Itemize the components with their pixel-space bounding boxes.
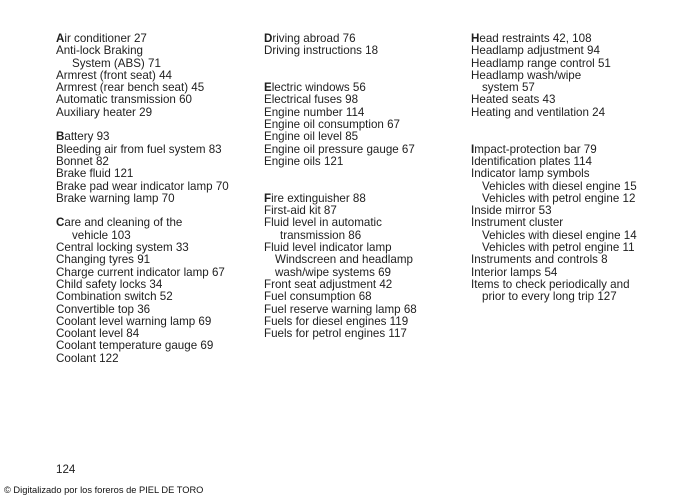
- index-entry: [264, 328, 464, 340]
- index-entry-text: Instrument cluster: [471, 216, 564, 230]
- index-entry-text: Combination switch 52: [56, 290, 173, 304]
- index-section-letter: E: [264, 81, 272, 95]
- index-entry-text: Charge current indicator lamp 67: [56, 265, 225, 279]
- index-entry-text: Engine oil level 85: [264, 130, 359, 144]
- index-section-letter: D: [264, 32, 273, 45]
- index-entry-text: Fuel consumption 68: [264, 290, 372, 304]
- index-entry-text: Convertible top 36: [56, 302, 151, 316]
- index-entry: [56, 107, 256, 119]
- copyright-notice: © Digitalizado por los foreros de PIEL DE TORO: [4, 485, 204, 495]
- index-entry-text: Vehicles with petrol engine 11: [482, 241, 635, 255]
- index-entry-text: Engine oil consumption 67: [264, 118, 400, 132]
- index-entry-text: Coolant 122: [56, 351, 119, 365]
- index-entry-text: transmission 86: [280, 228, 362, 242]
- index-entry: [264, 45, 464, 57]
- index-entry-text: Indicator lamp symbols: [471, 167, 590, 181]
- index-section-letter: F: [264, 191, 272, 205]
- index-entry-text: Vehicles with diesel engine 15: [482, 179, 637, 193]
- index-entry-text: system 57: [482, 81, 535, 95]
- index-entry-text: mpact-protection bar 79: [474, 142, 597, 156]
- index-entry-text: Fuels for diesel engines 119: [264, 314, 409, 328]
- index-entry-text: Heating and ventilation 24: [471, 105, 606, 119]
- index-entry-text: Central locking system 33: [56, 241, 189, 255]
- index-entry: [471, 107, 686, 119]
- index-entry-text: Changing tyres 91: [56, 253, 151, 267]
- index-entry-text: riving abroad 76: [272, 32, 356, 45]
- index-entry-text: Interior lamps 54: [471, 265, 558, 279]
- index-entry-text: Anti-lock Braking: [56, 44, 143, 58]
- index-entry-text: Items to check periodically and: [471, 277, 630, 291]
- index-entry-text: Child safety locks 34: [56, 277, 163, 291]
- index-entry-text: ire extinguisher 88: [271, 191, 366, 205]
- index-section-letter: H: [471, 32, 480, 45]
- index-entry-text: Armrest (front seat) 44: [56, 68, 172, 82]
- index-entry-text: Front seat adjustment 42: [264, 277, 393, 291]
- index-entry-text: Coolant temperature gauge 69: [56, 339, 214, 353]
- index-entry-text: Engine oil pressure gauge 67: [264, 142, 415, 156]
- index-entry-text: prior to every long trip 127: [482, 290, 617, 304]
- index-entry-text: Fuels for petrol engines 117: [264, 327, 407, 341]
- index-entry-text: ir conditioner 27: [64, 32, 147, 45]
- index-entry-text: Fluid level in automatic: [264, 216, 382, 230]
- index-entry-text: Vehicles with diesel engine 14: [482, 228, 637, 242]
- index-entry-text: wash/wipe systems 69: [275, 265, 391, 279]
- index-entry-text: Driving instructions 18: [264, 44, 379, 58]
- index-entry-text: are and cleaning of the: [64, 216, 183, 230]
- page-number: 124: [56, 463, 76, 476]
- index-entry-text: Headlamp range control 51: [471, 56, 611, 70]
- index-entry-text: ead restraints 42, 108: [479, 32, 592, 45]
- index-entry-text: Coolant level warning lamp 69: [56, 314, 212, 328]
- index-entry-text: Bonnet 82: [56, 154, 109, 168]
- index-entry-text: Automatic transmission 60: [56, 93, 192, 107]
- index-entry-text: Headlamp adjustment 94: [471, 44, 600, 58]
- index-entry-text: lectric windows 56: [271, 81, 366, 95]
- index-entry: [471, 291, 686, 303]
- index-entry-text: Inside mirror 53: [471, 204, 552, 218]
- index-entry-text: Headlamp wash/wipe: [471, 68, 582, 82]
- index-entry-text: Auxiliary heater 29: [56, 105, 153, 119]
- index-section-letter: C: [56, 216, 65, 230]
- index-entry-text: Fluid level indicator lamp: [264, 241, 392, 255]
- index-entry-text: Fuel reserve warning lamp 68: [264, 302, 417, 316]
- index-section-letter: B: [56, 130, 65, 144]
- index-section-letter: A: [56, 32, 65, 45]
- index-entry-text: Instruments and controls 8: [471, 253, 608, 267]
- index-entry-text: First-aid kit 87: [264, 204, 337, 218]
- index-section-letter: I: [471, 142, 475, 156]
- index-entry-text: Windscreen and headlamp: [275, 253, 413, 267]
- index-entry-text: Identification plates 114: [471, 154, 592, 168]
- index-entry-text: vehicle 103: [72, 228, 131, 242]
- index-column-1: [56, 33, 256, 365]
- index-entry-text: System (ABS) 71: [72, 56, 161, 70]
- index-entry-text: Coolant level 84: [56, 327, 140, 341]
- index-entry: [56, 353, 256, 365]
- index-entry-text: Vehicles with petrol engine 12: [482, 191, 636, 205]
- index-column-2: [264, 33, 464, 340]
- index-entry-text: attery 93: [64, 130, 110, 144]
- index-entry-text: Brake fluid 121: [56, 167, 134, 181]
- index-entry-text: Brake warning lamp 70: [56, 191, 175, 205]
- index-entry-text: Bleeding air from fuel system 83: [56, 142, 222, 156]
- index-entry-text: Electrical fuses 98: [264, 93, 359, 107]
- index-column-3: [471, 33, 686, 304]
- index-entry: [264, 156, 464, 168]
- index-entry: [56, 193, 256, 205]
- index-entry-text: Engine oils 121: [264, 154, 344, 168]
- index-entry-text: Brake pad wear indicator lamp 70: [56, 179, 229, 193]
- index-entry-text: Heated seats 43: [471, 93, 556, 107]
- index-entry-text: Engine number 114: [264, 105, 365, 119]
- index-entry-text: Armrest (rear bench seat) 45: [56, 81, 205, 95]
